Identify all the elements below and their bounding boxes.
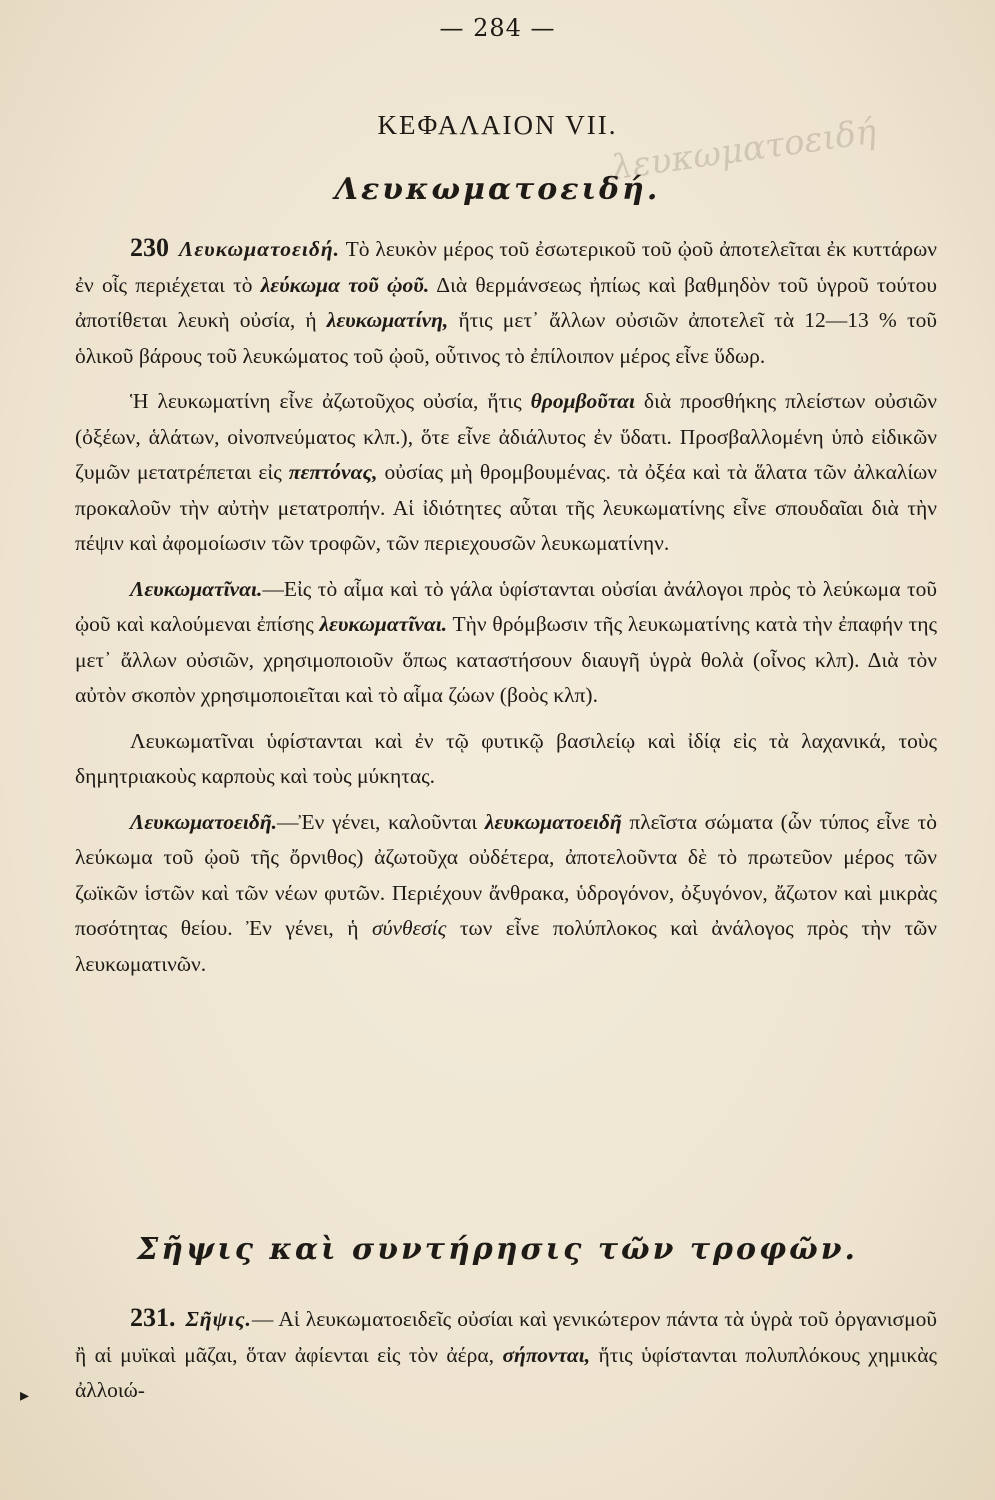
paragraph-albumin	[75, 384, 937, 562]
page-number: — 284 —	[439, 14, 556, 42]
paragraph-text: Ἡ λευκωματίνη εἶνε ἀζωτοῦχος οὐσία, ἥτις	[130, 389, 531, 413]
paragraph-text: πλεῖστα σώματα (ὧν τύπος εἶνε τὸ λεύκωμα τοῦ ᾠοῦ τῆς ὄρνιθος) ἀζωτοῦχα οὐδέτερα, ἀποτελοῦντα δὲ τὸ πρωτεῦον μέρος τῶν ζωϊκῶν ἱστῶν καὶ τῶν νέων φυτῶν. Περιέχουν ἄνθρακα, ὑδρογόνον, ὀξυγόνον, ἄζωτον καὶ μικρὰς ποσότητας θείου. Ἐν γένει, ἡ	[75, 809, 937, 940]
paragraph-text: —Εἰς τὸ αἷμα καὶ τὸ γάλα ὑφίστανται οὐσίαι ἀνάλογοι πρὸς τὸ λεύκωμα τοῦ ᾠοῦ καὶ καλούμεναι ἐπίσης	[75, 576, 937, 636]
emphasis-term: λευκωματοειδῆ	[484, 809, 622, 834]
emphasis-term: σήπονται,	[502, 1342, 591, 1367]
inline-heading: Λευκωματῖναι.	[130, 576, 263, 601]
chapter-heading: ΚΕΦΑΛΑΙΟΝ VII.	[377, 110, 618, 140]
paragraph-text: ἥτις ὑφίστανται πολυπλόκους χημικὰς ἀλλοιώ-	[75, 1342, 937, 1402]
paragraph-text: ἥτις μετ᾽ ἄλλων οὐσιῶν ἀποτελεῖ τὰ 12—13 % τοῦ ὁλικοῦ βάρους τοῦ λευκώματος τοῦ ᾠοῦ, οὗτινος τὸ ἐπίλοιπον μέρος εἶνε ὕδωρ.	[75, 308, 938, 368]
paragraph-text: — Αἱ λευκωματοειδεῖς οὐσίαι καὶ γενικώτερον πάντα τὰ ὑγρὰ τοῦ ὀργανισμοῦ ἢ αἱ μυϊκαὶ μᾶζαι, ὅταν ἀφίενται εἰς τὸν ἀέρα,	[75, 1307, 937, 1367]
paragraph-number: 230	[130, 233, 169, 262]
pencil-annotation: λευκωματοειδή	[608, 111, 879, 189]
paragraph-text: Διὰ θερμάνσεως ἠπίως καὶ βαθμηδὸν τοῦ ὑγροῦ τούτου ἀποτίθεται λευκὴ οὐσία, ἡ	[75, 272, 938, 332]
emphasis-term: λευκωματῖναι.	[319, 612, 448, 636]
inline-heading: Λευκωματοειδῆ.	[130, 809, 278, 834]
paragraph-plant-albumins: Λευκωματῖναι ὑφίστανται καὶ ἐν τῷ φυτικῷ βασιλείῳ καὶ ἰδίᾳ εἰς τὰ λαχανικά, τοὺς δημητριακοὺς καρποὺς καὶ τοὺς μύκητας.	[75, 728, 937, 788]
emphasis-term: λευκωματίνη,	[326, 308, 449, 332]
paragraph-text: Τὸ λευκὸν μέρος τοῦ ἐσωτερικοῦ τοῦ ᾠοῦ ἀποτελεῖται ἐκ κυττάρων ἐν οἷς περιέχεται τὸ	[75, 237, 937, 297]
paragraph-text: —Ἐν γένει, καλοῦνται	[277, 809, 485, 834]
paragraph-heading: Σῆψις.	[185, 1307, 252, 1331]
paragraph-230	[75, 230, 937, 374]
paragraph-text: διὰ προσθήκης πλείστων οὐσιῶν (ὀξέων, ἁλάτων, οἰνοπνεύματος κλπ.), ὅτε εἶνε ἀδιάλυτος ἐν ὕδατι. Προσβαλλομένη ὑπὸ εἰδικῶν ζυμῶν μετατρέπεται εἰς	[75, 389, 937, 484]
paragraph-heading: Λευκωματοειδή.	[179, 237, 341, 261]
emphasis-term: λεύκωμα τοῦ ᾠοῦ.	[260, 272, 430, 297]
emphasis-term: πεπτόνας,	[288, 460, 378, 484]
paragraph-number: 231.	[130, 1303, 176, 1332]
paragraph-proteinoids	[75, 805, 937, 983]
emphasis-term: θρομβοῦται	[530, 389, 635, 413]
paragraph-231	[75, 1300, 937, 1409]
section-body-putrefaction	[75, 1300, 937, 1409]
margin-marker-icon: ▸	[20, 1385, 30, 1406]
paragraph-text: Τὴν θρόμβωσιν τῆς λευκωματίνης κατὰ τὴν ἐπαφήν της μετ᾽ ἄλλων οὐσιῶν, χρησιμοποιοῦν ὅπως καταστήσουν διαυγῆ ὑγρὰ θολὰ (οἶνος κλπ). Διὰ τὸν αὐτὸν σκοπὸν χρησιμοποιεῖται καὶ τὸ αἷμα ζώων (βοὸς κλπ).	[75, 612, 938, 707]
paragraph-text: των εἶνε πολύπλοκος καὶ ἀνάλογος πρὸς τὴν τῶν λευκωματινῶν.	[75, 916, 937, 976]
section-title-proteins: Λευκωματοειδή.	[334, 172, 661, 207]
emphasis-term: σύνθεσίς	[371, 916, 447, 940]
section-title-putrefaction: Σῆψις καὶ συντήρησις τῶν τροφῶν.	[136, 1232, 858, 1267]
paragraph-text: οὐσίας μὴ θρομβουμένας. τὰ ὀξέα καὶ τὰ ἅλατα τῶν ἀλκαλίων προκαλοῦν τὴν αὐτὴν μετατροπήν. Αἱ ἰδιότητες αὗται τῆς λευκωματίνης εἶνε σπουδαῖαι διὰ τὴν πέψιν καὶ ἀφομοίωσιν τῶν τροφῶν, τῶν περιεχουσῶν λευκωματίνην.	[75, 460, 937, 555]
section-body-proteins	[75, 230, 937, 982]
paragraph-albumins	[75, 572, 937, 714]
